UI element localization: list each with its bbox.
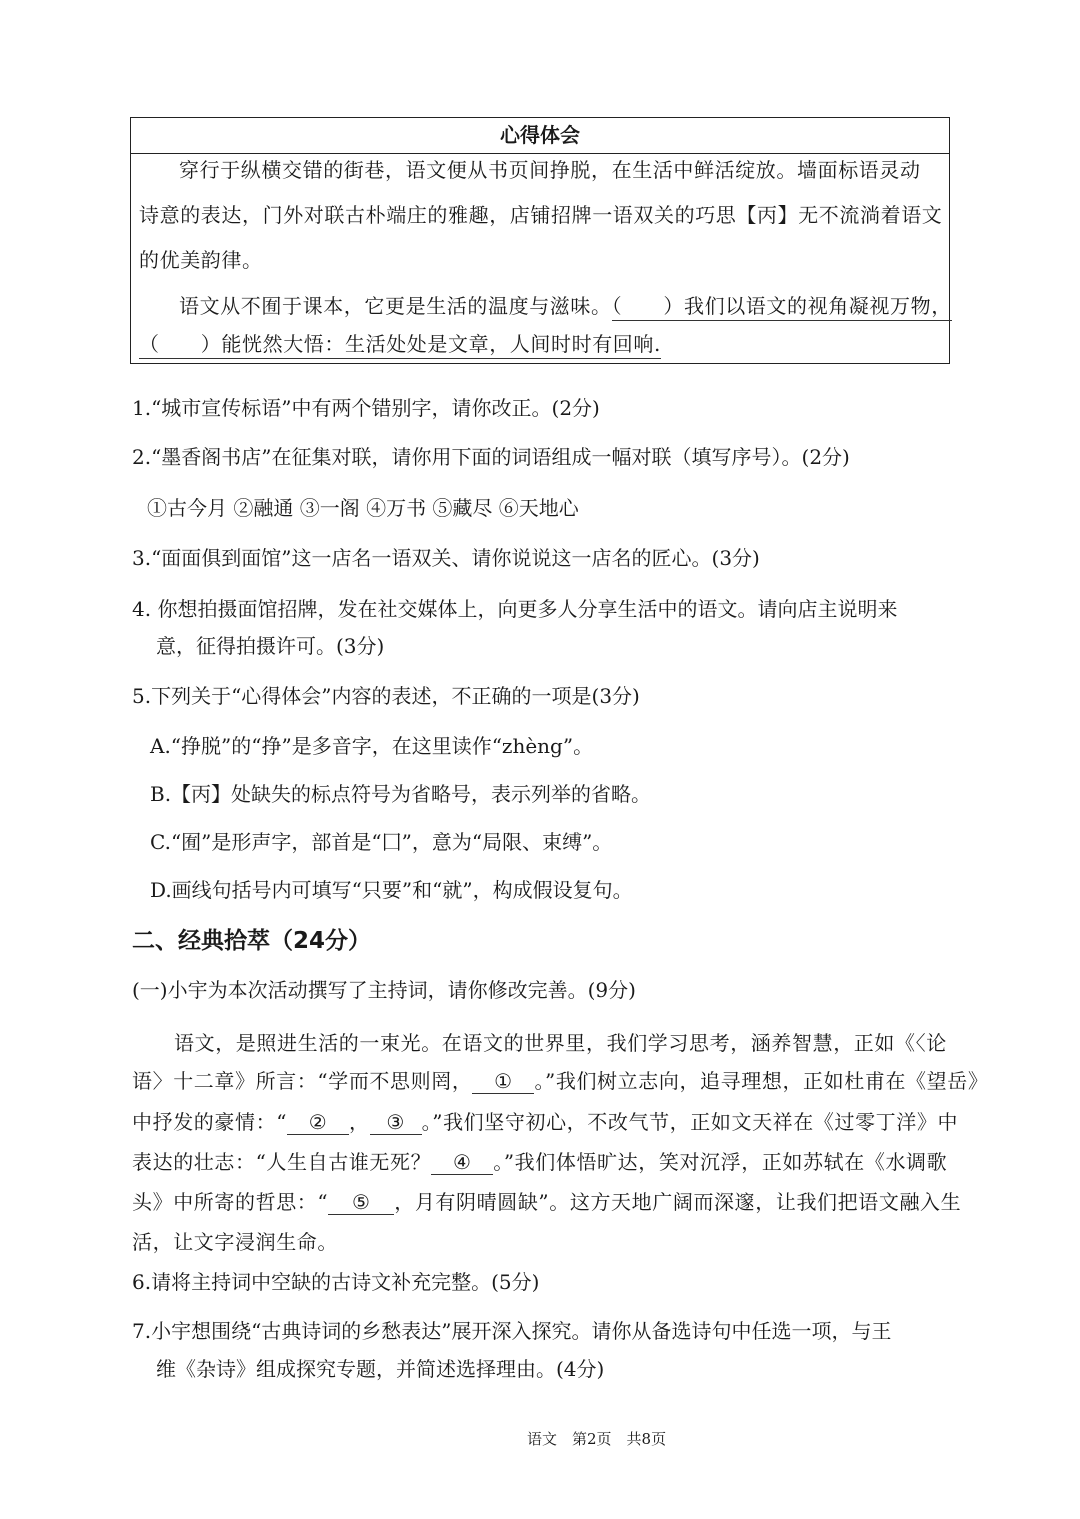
option-d: D.画线句括号内可填写“只要”和“就”，构成假设复句。	[150, 878, 633, 902]
blank-3: ③	[370, 1110, 422, 1135]
host-speech-text: 。”我们树立志向，追寻理想，正如杜甫在《望岳》	[534, 1069, 989, 1093]
reflection-line-3: 的优美韵律。	[139, 248, 263, 272]
question-7-line-2: 维《杂诗》组成探究专题，并简述选择理由。(4分)	[156, 1357, 605, 1381]
host-speech-line-4	[132, 1146, 947, 1175]
option-b: B.【丙】处缺失的标点符号为省略号，表示列举的省略。	[150, 782, 652, 806]
option-a: A.“挣脱”的“挣”是多音字，在这里读作“zhèng”。	[150, 734, 594, 758]
reflection-line-2: 诗意的表达，门外对联古朴端庄的雅趣，店铺招牌一语双关的巧思【丙】无不流淌着语文	[139, 203, 943, 227]
blank-2: ②	[287, 1110, 349, 1135]
reflection-line-4	[179, 294, 952, 318]
host-speech-line-1: 语文，是照进生活的一束光。在语文的世界里，我们学习思考，涵养智慧，正如《〈论	[174, 1031, 947, 1055]
host-speech-text: 表达的壮志：“人生自古谁无死？	[132, 1150, 432, 1174]
host-speech-line-5	[132, 1186, 961, 1215]
blank-1: ①	[472, 1069, 534, 1094]
reflection-line-4-start: 语文从不囿于课本，它更是生活的温度与滋味。	[179, 294, 612, 318]
blank-5: ⑤	[328, 1190, 394, 1215]
option-c: C.“囿”是形声字，部首是“囗”，意为“局限、束缚”。	[150, 830, 613, 854]
host-speech-line-2	[132, 1065, 988, 1094]
host-speech-text: 。”我们坚守初心，不改气节，正如文天祥在《过零丁洋》中	[421, 1110, 959, 1134]
question-7-line-1: 7.小宇想围绕“古典诗词的乡愁表达”展开深入探究。请你从备选诗句中任选一项，与王	[132, 1319, 892, 1343]
question-5: 5.下列关于“心得体会”内容的表述，不正确的一项是(3分)	[132, 684, 640, 708]
reflection-line-1: 穿行于纵横交错的街巷，语文便从书页间挣脱，在生活中鲜活绽放。墙面标语灵动	[179, 158, 921, 182]
question-2: 2.“墨香阁书店”在征集对联，请你用下面的词语组成一幅对联（填写序号）。(2分)	[132, 445, 850, 469]
question-1: 1.“城市宣传标语”中有两个错别字，请你改正。(2分)	[132, 396, 600, 420]
question-6: 6.请将主持词中空缺的古诗文补充完整。(5分)	[132, 1270, 540, 1294]
host-speech-text: 。”我们体悟旷达，笑对沉浮，正如苏轼在《水调歌	[493, 1150, 948, 1174]
underlined-sentence-part-1: （ ）我们以语文的视角凝视万物，	[612, 294, 952, 321]
section-2-subheading: (一)小宇为本次活动撰写了主持词，请你修改完善。(9分)	[132, 978, 636, 1002]
question-2-options: ①古今月 ②融通 ③一阁 ④万书 ⑤藏尽 ⑥天地心	[147, 496, 579, 520]
section-2-heading: 二、经典拾萃（24分）	[132, 928, 372, 954]
reflection-line-5	[139, 332, 661, 356]
reflection-box	[130, 117, 950, 364]
reflection-title: 心得体会	[131, 118, 949, 154]
host-speech-text: ，月有阴晴圆缺”。这方天地广阔而深邃，让我们把语文融入生	[394, 1190, 962, 1214]
host-speech-text: 头》中所寄的哲思：“	[132, 1190, 329, 1214]
host-speech-text: ，	[349, 1110, 370, 1134]
host-speech-line-6: 活，让文字浸润生命。	[132, 1230, 338, 1254]
host-speech-text: 语〉十二章》所言：“学而不思则罔，	[132, 1069, 473, 1093]
blank-4: ④	[431, 1150, 493, 1175]
page-footer: 语文 第2页 共8页	[527, 1430, 667, 1448]
underlined-sentence-part-2: （ ）能恍然大悟：生活处处是文章，人间时时有回响.	[139, 332, 661, 359]
question-3: 3.“面面俱到面馆”这一店名一语双关、请你说说这一店名的匠心。(3分)	[132, 546, 760, 570]
question-4-line-2: 意，征得拍摄许可。(3分)	[156, 634, 385, 658]
host-speech-text: 中抒发的豪情：“	[132, 1110, 288, 1134]
question-4-line-1: 4. 你想拍摄面馆招牌，发在社交媒体上，向更多人分享生活中的语文。请向店主说明来	[132, 597, 898, 621]
host-speech-line-3	[132, 1106, 958, 1135]
